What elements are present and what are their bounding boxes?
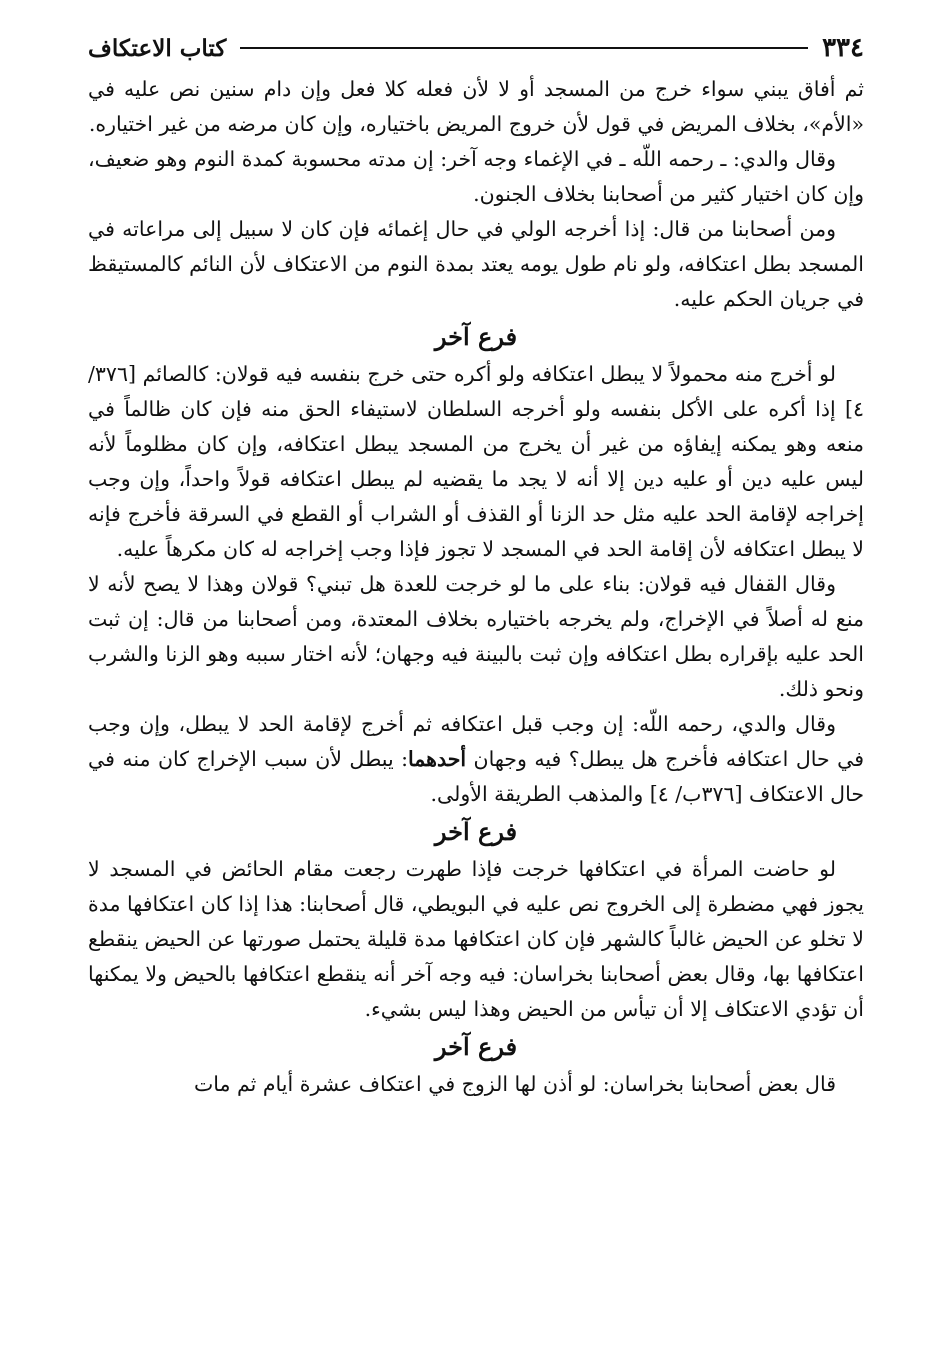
section-heading: فرع آخر <box>434 817 518 846</box>
paragraph-continuation: ثم أفاق يبني سواء خرج من المسجد أو لا لأن فعله كلا فعل وإن دام سنين نص عليه في «الأم»، بخلاف المريض في قول لأن خروج المريض باختياره، وإن كان مرضه من غير اختياره. <box>88 77 864 136</box>
paragraph-text: وقال والدي، رحمه اللّه: إن وجب قبل اعتكافه ثم أخرج لإقامة الحد لا يبطل، وإن وجب في حال اعتكافه فأخرج هل يبطل؟ فيه وجهان <box>88 712 864 771</box>
paragraph-husband-permission: قال بعض أصحابنا بخراسان: لو أذن لها الزوج في اعتكاف عشرة أيام ثم مات <box>193 1072 836 1096</box>
paragraph-guardian: ومن أصحابنا من قال: إذا أخرجه الولي في حال إغمائه فإن كان لا سبيل إلى مراعاته في المسجد بطل اعتكافه، ولو نام طول يومه يعتد بمدة النوم من الاعتكاف لأن النائم كالمستيقظ في جريان الحكم عليه. <box>88 217 864 311</box>
header-rule <box>240 47 808 49</box>
book-title: كتاب الاعتكاف <box>88 34 227 62</box>
section-heading: فرع آخر <box>434 1032 518 1061</box>
book-page <box>88 30 864 1102</box>
paragraph-fainting: وقال والدي: ـ رحمه اللّه ـ في الإغماء وجه آخر: إن مدته محسوبة كمدة النوم وهو ضعيف، وإن كان اختيار كثير من أصحابنا بخلاف الجنون. <box>88 147 864 206</box>
section-heading: فرع آخر <box>434 322 518 351</box>
running-header <box>88 30 864 66</box>
paragraph-forced-exit: لو أخرج منه محمولاً لا يبطل اعتكافه ولو أكره حتى خرج بنفسه فيه قولان: كالصائم [٣٧٦/ ٤] إذا أكره على الأكل بنفسه ولو أخرجه السلطان لاستيفاء الحق منه فإن كان ظالماً في منعه وهو يمكنه إيفاؤه من غير أن يخرج من المسجد يبطل اعتكافه، وإن كان مظلوماً لأنه ليس عليه دين أو عليه دين إلا أنه لا يجد ما يقضيه لم يبطل اعتكافه قولاً واحداً، وإن وجب إخراجه لإقامة الحد عليه مثل حد الزنا أو القذف أو الشراب أو القطع في السرقة فأخرج فإنه لا يبطل اعتكافه لأن إقامة الحد في المسجد لا تجوز فإذا وجب إخراجه له كان مكرهاً عليه. <box>88 362 864 561</box>
page-number: ٣٣٤ <box>822 33 864 63</box>
paragraph-menstruation: لو حاضت المرأة في اعتكافها خرجت فإذا طهرت رجعت مقام الحائض في المسجد لا يجوز فهي مضطرة إلى الخروج نص عليه في البويطي، قال أصحابنا: هذا إذا كان اعتكافها مدة لا تخلو عن الحيض غالباً كالشهر فإن كان اعتكافها مدة قليلة يحتمل صورتها عن الحيض ينقطع اعتكافها بها، وقال بعض أصحابنا بخراسان: فيه وجه آخر أنه ينقطع اعتكافها بالحيض ولا يمكنها أن تؤدي الاعتكاف إلا أن تيأس من الحيض وهذا ليس بشيء. <box>88 857 864 1021</box>
bold-term: أحدهما <box>408 747 467 771</box>
paragraph-text: : يبطل لأن سبب الإخراج كان منه في حال الاعتكاف [٣٧٦ب/ ٤] والمذهب الطريقة الأولى. <box>88 747 864 806</box>
paragraph-qaffal: وقال القفال فيه قولان: بناء على ما لو خرجت للعدة هل تبني؟ قولان وهذا لا يصح لأنه لا منع له أصلاً في الإخراج، ولم يخرجه باختياره بخلاف المعتدة، ومن أصحابنا من قال: إن ثبت الحد عليه بإقراره بطل اعتكافه وإن ثبت بالبينة فيه وجهان؛ لأنه اختار سببه وهو الزنا والشرب ونحو ذلك. <box>88 572 864 701</box>
paragraph-father-opinion <box>88 707 864 812</box>
